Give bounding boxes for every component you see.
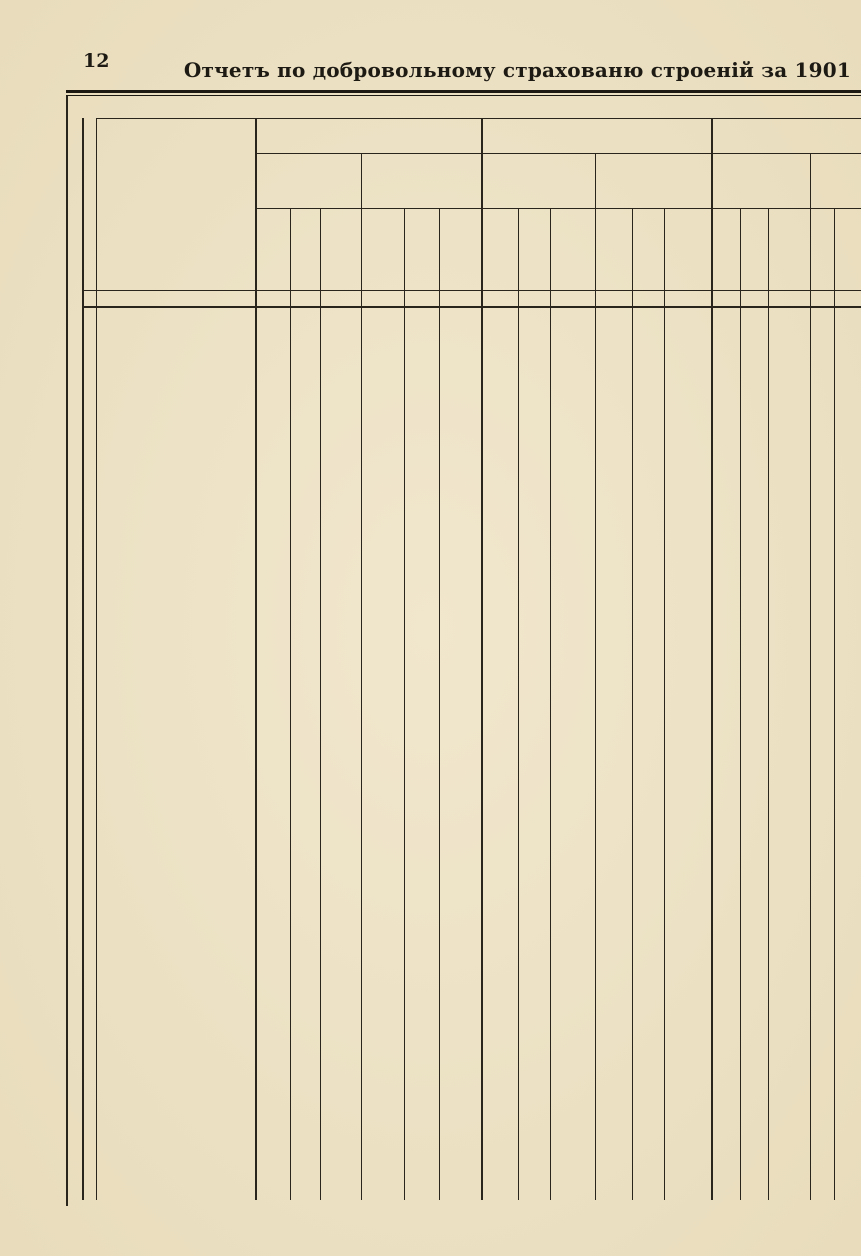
header-rule bbox=[82, 290, 861, 291]
column-rule bbox=[768, 208, 769, 1200]
column-rule bbox=[518, 208, 519, 1200]
column-rule bbox=[632, 208, 633, 1200]
header-rule bbox=[255, 208, 861, 209]
top-rule-thin bbox=[66, 95, 861, 96]
column-rule bbox=[82, 118, 84, 1200]
column-rule bbox=[481, 118, 483, 1200]
header-rule bbox=[96, 118, 861, 119]
column-rule bbox=[439, 208, 440, 1200]
column-rule bbox=[361, 153, 362, 1200]
column-rule bbox=[740, 208, 741, 1200]
column-rule bbox=[550, 208, 551, 1200]
column-rule bbox=[595, 153, 596, 1200]
header-rule bbox=[255, 153, 861, 154]
column-rule bbox=[664, 208, 665, 1200]
column-rule bbox=[834, 208, 835, 1200]
running-title: Отчетъ по добровольному страхованю строеній за 1901 bbox=[183, 58, 851, 82]
left-border bbox=[66, 96, 68, 1206]
column-rule bbox=[320, 208, 321, 1200]
top-rule bbox=[66, 90, 861, 93]
header-rule bbox=[82, 306, 861, 308]
column-rule bbox=[255, 118, 257, 1200]
column-rule bbox=[404, 208, 405, 1200]
page-number: 12 bbox=[83, 50, 110, 72]
column-rule bbox=[711, 118, 713, 1200]
column-rule bbox=[810, 153, 811, 1200]
column-rule bbox=[96, 118, 97, 1200]
column-rule bbox=[290, 208, 291, 1200]
